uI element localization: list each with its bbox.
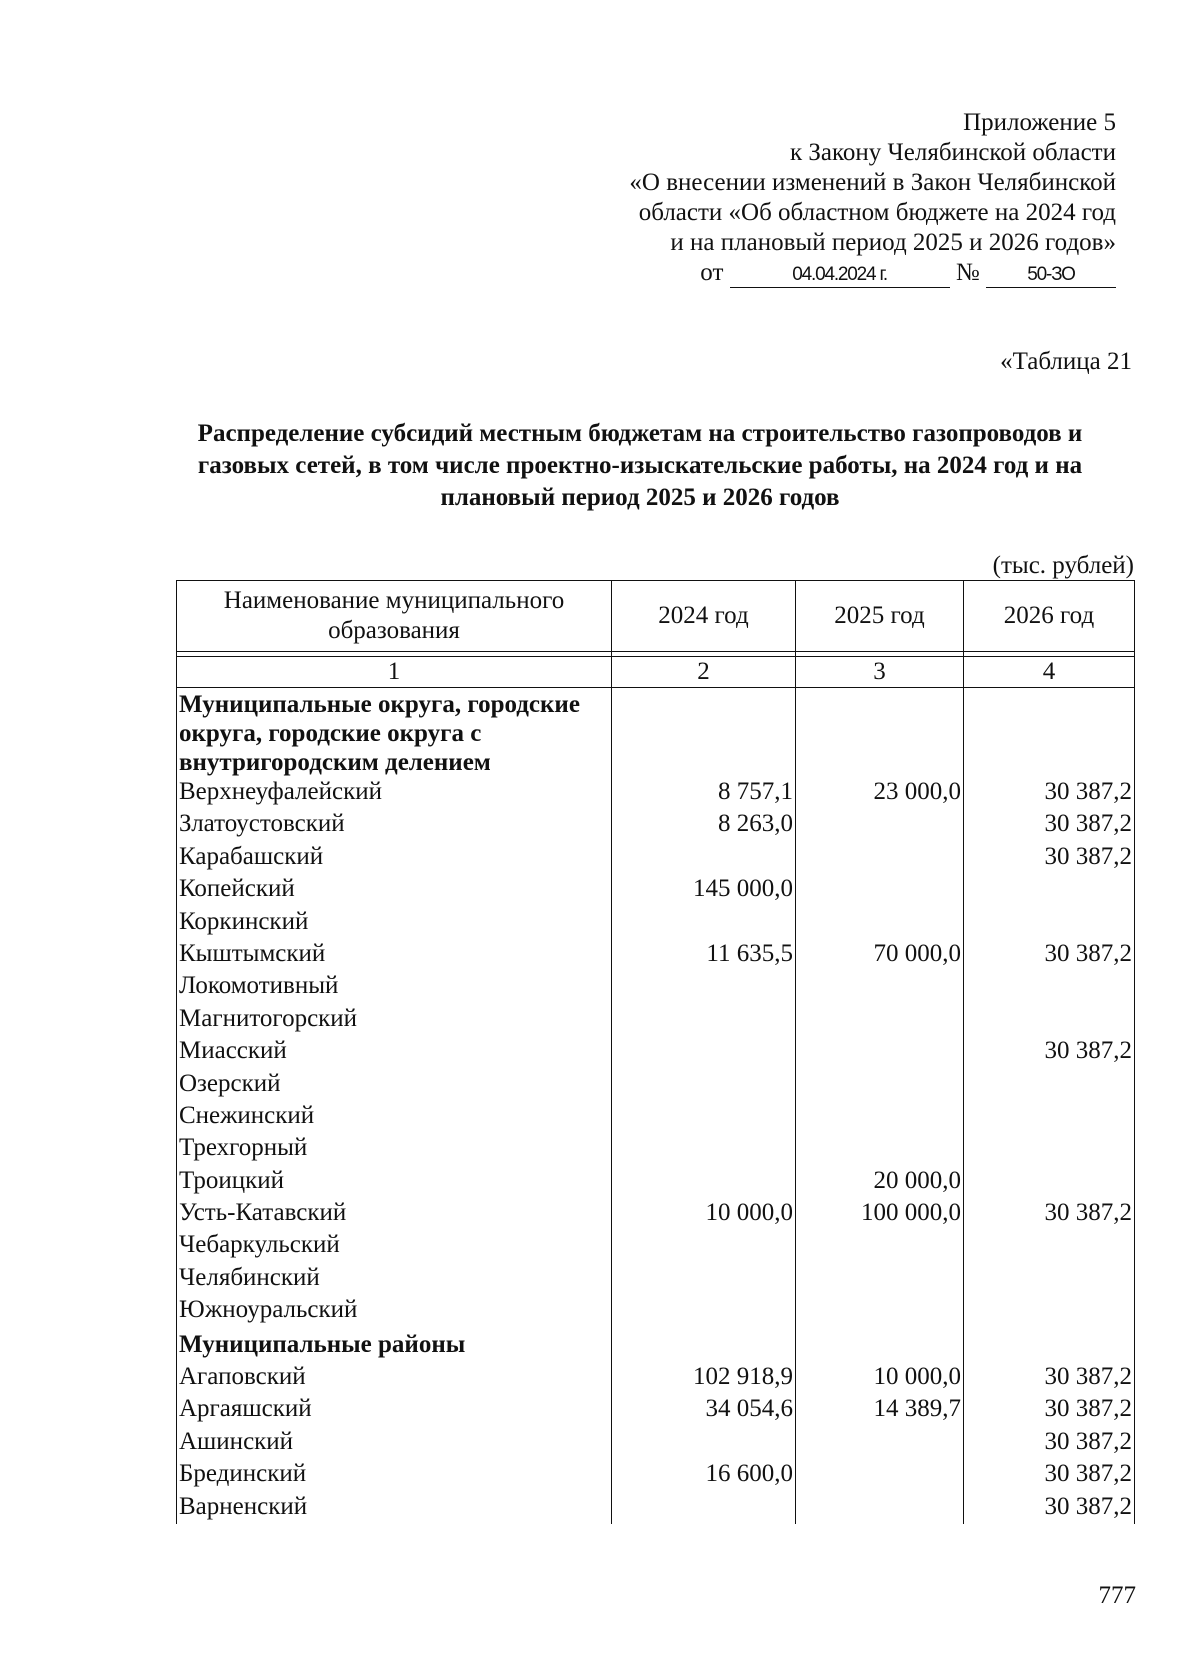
value-2024: 8 757,1	[612, 777, 796, 809]
value-2026	[964, 1263, 1135, 1295]
column-number: 4	[964, 657, 1135, 688]
value-2026	[964, 1230, 1135, 1262]
value-2024: 145 000,0	[612, 874, 796, 906]
value-2024	[612, 1004, 796, 1036]
appendix-line: и на плановый период 2025 и 2026 годов»	[670, 229, 1116, 256]
municipality-name: Локомотивный	[177, 971, 612, 1003]
value-2026	[964, 1295, 1135, 1327]
value-2025	[796, 1328, 964, 1362]
municipality-name: Верхнеуфалейский	[177, 777, 612, 809]
municipality-name: Магнитогорский	[177, 1004, 612, 1036]
header-2026: 2026 год	[964, 581, 1135, 652]
value-2026: 30 387,2	[964, 939, 1135, 971]
value-2025: 70 000,0	[796, 939, 964, 971]
value-2026: 30 387,2	[964, 777, 1135, 809]
table-row	[177, 1427, 1135, 1459]
municipality-name: Кыштымский	[177, 939, 612, 971]
value-2026	[964, 1069, 1135, 1101]
value-2025	[796, 842, 964, 874]
value-2025	[796, 809, 964, 841]
value-2024	[612, 1295, 796, 1327]
law-date: 04.04.2024 г.	[730, 263, 950, 288]
value-2026	[964, 1133, 1135, 1165]
table-header-row	[177, 581, 1135, 652]
value-2026	[964, 1328, 1135, 1362]
municipality-name: Снежинский	[177, 1101, 612, 1133]
value-2025	[796, 1295, 964, 1327]
value-2026: 30 387,2	[964, 1394, 1135, 1426]
value-2024	[612, 1427, 796, 1459]
date-prefix: от	[700, 259, 724, 286]
municipality-name: Южноуральский	[177, 1295, 612, 1327]
value-2025	[796, 907, 964, 939]
value-2026	[964, 1101, 1135, 1133]
header-municipality: Наименование муниципального образования	[177, 581, 612, 652]
value-2024	[612, 1166, 796, 1198]
value-2026: 30 387,2	[964, 1459, 1135, 1491]
table-row	[177, 1295, 1135, 1327]
value-2025	[796, 1004, 964, 1036]
value-2026: 30 387,2	[964, 1427, 1135, 1459]
value-2026	[964, 1166, 1135, 1198]
municipality-name: Муниципальные районы	[177, 1328, 612, 1362]
value-2026: 30 387,2	[964, 1492, 1135, 1524]
table-row	[177, 1069, 1135, 1101]
table-row	[177, 1459, 1135, 1491]
value-2025	[796, 1133, 964, 1165]
table-label: «Таблица 21	[1000, 348, 1132, 375]
table-row	[177, 1036, 1135, 1068]
value-2025	[796, 1459, 964, 1491]
table-row	[177, 1198, 1135, 1230]
column-number: 3	[796, 657, 964, 688]
table-row	[177, 1230, 1135, 1262]
value-2026	[964, 971, 1135, 1003]
value-2024	[612, 1328, 796, 1362]
value-2024: 16 600,0	[612, 1459, 796, 1491]
header-2025: 2025 год	[796, 581, 964, 652]
value-2026: 30 387,2	[964, 1036, 1135, 1068]
value-2025: 23 000,0	[796, 777, 964, 809]
table-row	[177, 809, 1135, 841]
table-row	[177, 1394, 1135, 1426]
value-2025	[796, 1069, 964, 1101]
header-2024: 2024 год	[612, 581, 796, 652]
municipality-name: Ашинский	[177, 1427, 612, 1459]
value-2025	[796, 1427, 964, 1459]
appendix-line: к Закону Челябинской области	[790, 139, 1116, 166]
municipality-name: Агаповский	[177, 1362, 612, 1394]
table-row	[177, 777, 1135, 809]
appendix-line: «О внесении изменений в Закон Челябинской	[629, 169, 1116, 196]
law-number: 50-ЗО	[986, 263, 1116, 288]
value-2024	[612, 1492, 796, 1524]
column-number: 2	[612, 657, 796, 688]
appendix-line: области «Об областном бюджете на 2024 год	[638, 199, 1116, 226]
value-2026: 30 387,2	[964, 1362, 1135, 1394]
value-2024	[612, 907, 796, 939]
municipality-name: Усть-Катавский	[177, 1198, 612, 1230]
number-prefix: №	[955, 259, 980, 286]
value-2024: 11 635,5	[612, 939, 796, 971]
municipality-name: Златоустовский	[177, 809, 612, 841]
table-row	[177, 1166, 1135, 1198]
table-row	[177, 939, 1135, 971]
value-2024	[612, 1230, 796, 1262]
municipality-name: Челябинский	[177, 1263, 612, 1295]
municipality-name: Карабашский	[177, 842, 612, 874]
value-2026	[964, 874, 1135, 906]
table-body	[177, 688, 1135, 1524]
table-section-row	[177, 1328, 1135, 1362]
value-2024	[612, 688, 796, 778]
table-row	[177, 874, 1135, 906]
table-row	[177, 971, 1135, 1003]
value-2024	[612, 842, 796, 874]
table-row	[177, 907, 1135, 939]
municipality-name: Троицкий	[177, 1166, 612, 1198]
table-row	[177, 1362, 1135, 1394]
value-2025	[796, 1230, 964, 1262]
table-row	[177, 1263, 1135, 1295]
value-2026	[964, 1004, 1135, 1036]
value-2024	[612, 971, 796, 1003]
municipality-name: Аргаяшский	[177, 1394, 612, 1426]
subsidy-table	[176, 580, 1135, 1524]
value-2024: 8 263,0	[612, 809, 796, 841]
document-title: Распределение субсидий местным бюджетам на строительство газопроводов и газовых сетей, в том числе проектно-изыскательские работы, на 2024 год и на плановый период 2025 и 2026 годов	[197, 420, 1083, 511]
value-2025	[796, 971, 964, 1003]
value-2024	[612, 1036, 796, 1068]
municipality-name: Коркинский	[177, 907, 612, 939]
value-2025	[796, 1492, 964, 1524]
value-2024	[612, 1101, 796, 1133]
municipality-name: Миасский	[177, 1036, 612, 1068]
value-2026: 30 387,2	[964, 1198, 1135, 1230]
municipality-name: Озерский	[177, 1069, 612, 1101]
value-2025	[796, 1101, 964, 1133]
value-2025	[796, 874, 964, 906]
value-2024: 10 000,0	[612, 1198, 796, 1230]
table-row	[177, 1101, 1135, 1133]
value-2024	[612, 1263, 796, 1295]
table-row	[177, 842, 1135, 874]
column-number-row	[177, 657, 1135, 688]
municipality-name: Трехгорный	[177, 1133, 612, 1165]
value-2025	[796, 1036, 964, 1068]
value-2026	[964, 688, 1135, 778]
unit-label: (тыс. рублей)	[992, 552, 1134, 579]
value-2025	[796, 1263, 964, 1295]
page-number: 777	[1098, 1582, 1136, 1609]
table-row	[177, 1133, 1135, 1165]
value-2024	[612, 1069, 796, 1101]
value-2025: 100 000,0	[796, 1198, 964, 1230]
value-2026: 30 387,2	[964, 842, 1135, 874]
value-2026	[964, 907, 1135, 939]
value-2024: 102 918,9	[612, 1362, 796, 1394]
value-2024: 34 054,6	[612, 1394, 796, 1426]
value-2025: 14 389,7	[796, 1394, 964, 1426]
value-2024	[612, 1133, 796, 1165]
law-date-number-line	[556, 258, 1116, 288]
appendix-line: Приложение 5	[963, 109, 1116, 136]
table-section-row	[177, 688, 1135, 778]
table-row	[177, 1004, 1135, 1036]
municipality-name: Муниципальные округа, городские округа, городские округа с внутригородским делением	[177, 688, 612, 778]
value-2025: 20 000,0	[796, 1166, 964, 1198]
municipality-name: Брединский	[177, 1459, 612, 1491]
municipality-name: Чебаркульский	[177, 1230, 612, 1262]
value-2025: 10 000,0	[796, 1362, 964, 1394]
municipality-name: Копейский	[177, 874, 612, 906]
municipality-name: Варненский	[177, 1492, 612, 1524]
appendix-header	[556, 108, 1116, 288]
value-2026: 30 387,2	[964, 809, 1135, 841]
table-row	[177, 1492, 1135, 1524]
value-2025	[796, 688, 964, 778]
column-number: 1	[177, 657, 612, 688]
